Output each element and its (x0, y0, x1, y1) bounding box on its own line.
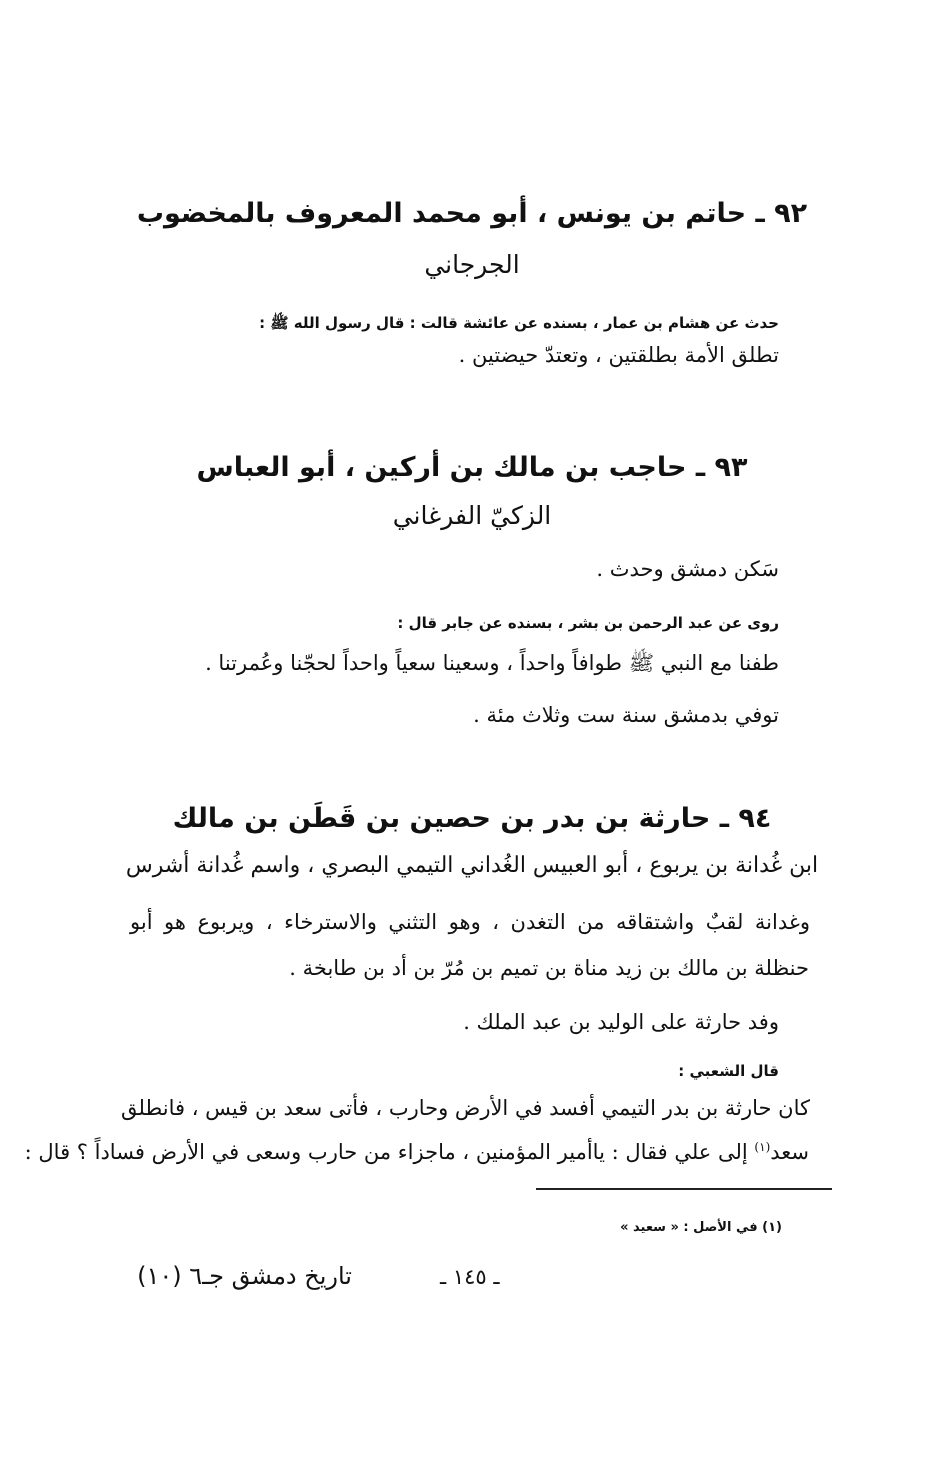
entry-93-residence-line: سَكن دمشق وحدث . (596, 557, 779, 581)
entry-93-heading: ٩٣ ـ حاجب بن مالك بن أركين ، أبو العباس (196, 452, 748, 483)
entry-94-para2-line2 (24, 1140, 809, 1164)
entry-94-wafad-line: وفد حارثة على الوليد بن عبد الملك . (463, 1010, 779, 1034)
entry-93-hadith-line: طفنا مع النبي ﷺ طوافاً واحداً ، وسعينا سعياً واحداً لحجّنا وعُمرتنا . (205, 651, 779, 675)
entry-92-isnad: حدث عن هشام بن عمار ، بسنده عن عائشة قالت : قال رسول الله ﷺ : (259, 314, 779, 332)
entry-94-heading: ٩٤ ـ حارثة بن بدر بن حصين بن قَطَن بن مالك (172, 803, 772, 834)
page-number: ـ ١٤٥ ـ (440, 1265, 500, 1289)
entry-94-para1-line1: وغدانة لقبٌ واشتقاقه من التغدن ، وهو التثني والاسترخاء ، ويربوع هو أبو (130, 910, 810, 934)
entry-94-isnad: قال الشعبي : (678, 1062, 779, 1080)
entry-94-para2-line1: كان حارثة بن بدر التيمي أفسد في الأرض وحارب ، فأتى سعد بن قيس ، فانطلق (121, 1096, 810, 1120)
footnote-text: (١) في الأصل : « سعيد » (620, 1220, 782, 1235)
footer-book-title: تاريخ دمشق جـ٦ (١٠) (137, 1262, 352, 1290)
entry-93-subheading: الزكيّ الفرغاني (392, 501, 552, 530)
entry-92-subheading: الجرجاني (424, 250, 520, 279)
footnote-divider (536, 1188, 832, 1190)
entry-92-heading: ٩٢ ـ حاتم بن يونس ، أبو محمد المعروف بالمخضوب (136, 198, 808, 229)
entry-93-death-line: توفي بدمشق سنة ست وثلاث مئة . (473, 703, 779, 727)
para2-lead-word: سعد (770, 1140, 809, 1164)
entry-94-para1-line2: حنظلة بن مالك بن زيد مناة بن تميم بن مُرّ بن أد بن طابخة . (289, 956, 809, 980)
entry-92-text-line: تطلق الأمة بطلقتين ، وتعتدّ حيضتين . (458, 343, 779, 367)
entry-94-subheading: ابن غُدانة بن يربوع ، أبو العبيس الغُداني التيمي البصري ، واسم غُدانة أشرس (125, 853, 819, 878)
footnote-marker: (١) (754, 1140, 771, 1154)
entry-93-isnad: روى عن عبد الرحمن بن بشر ، بسنده عن جابر قال : (397, 614, 779, 632)
para2-line2-text: إلى علي فقال : ياأمير المؤمنين ، ماجزاء من حارب وسعى في الأرض فساداً ؟ قال : (24, 1140, 748, 1164)
